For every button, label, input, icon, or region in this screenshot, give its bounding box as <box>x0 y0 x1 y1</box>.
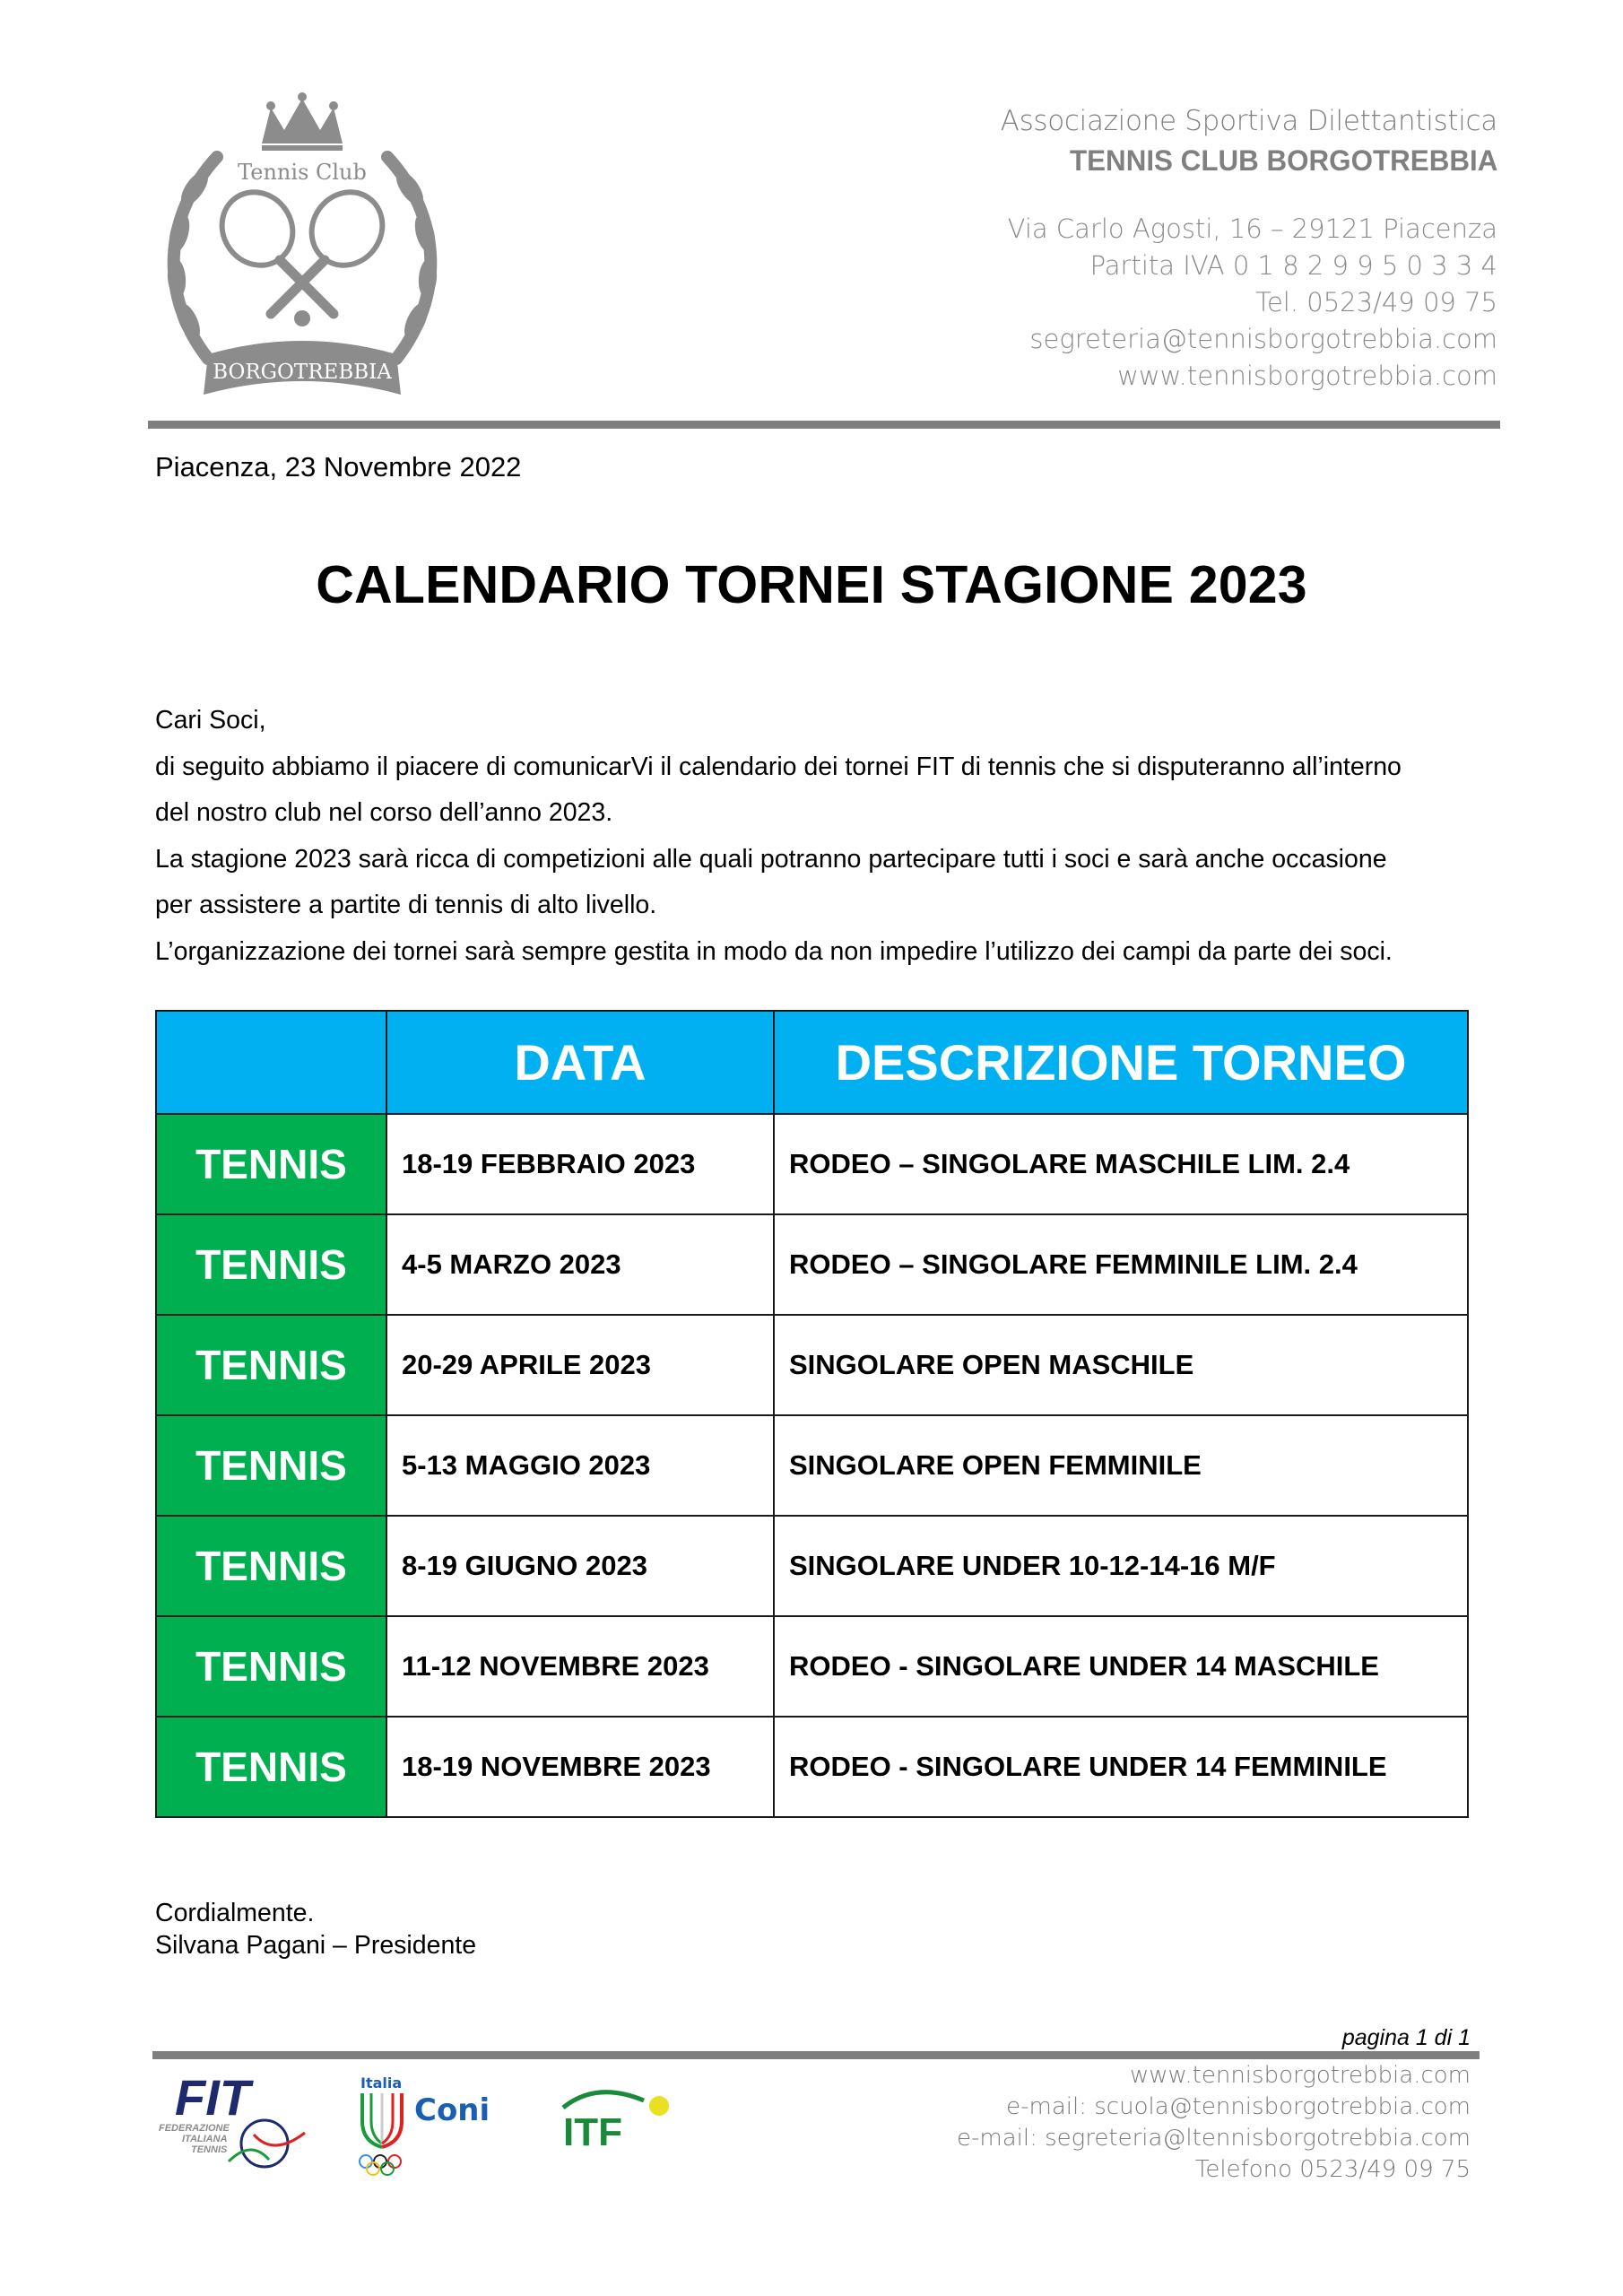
organization-phone: Tel. 0523/49 09 75 <box>1255 287 1497 317</box>
body-line: del nostro club nel corso dell’anno 2023. <box>155 798 613 827</box>
organization-email[interactable]: segreteria@tennisborgotrebbia.com <box>1029 324 1497 354</box>
svg-text:ITF: ITF <box>563 2110 622 2154</box>
organization-type: Associazione Sportiva Dilettantistica <box>1000 105 1497 137</box>
organization-address: Via Carlo Agosti, 16 – 29121 Piacenza <box>1007 213 1497 244</box>
organization-vat: Partita IVA 0 1 8 2 9 9 5 0 3 3 4 <box>1089 250 1497 281</box>
table-header-row <box>156 1011 1468 1114</box>
table-row <box>156 1214 1468 1315</box>
description-cell: SINGOLARE OPEN FEMMINILE <box>774 1415 1468 1516</box>
description-cell: RODEO – SINGOLARE MASCHILE LIM. 2.4 <box>774 1114 1468 1214</box>
svg-text:Italia: Italia <box>360 2074 403 2092</box>
sport-cell: TENNIS <box>156 1717 386 1817</box>
description-cell: RODEO – SINGOLARE FEMMINILE LIM. 2.4 <box>774 1214 1468 1315</box>
description-cell: SINGOLARE UNDER 10-12-14-16 M/F <box>774 1516 1468 1616</box>
closing-block <box>155 1897 476 1961</box>
letter-body <box>155 698 1482 975</box>
table-row <box>156 1616 1468 1717</box>
footer-divider <box>152 2051 1480 2059</box>
table-row <box>156 1516 1468 1616</box>
sport-cell: TENNIS <box>156 1415 386 1516</box>
description-cell: RODEO - SINGOLARE UNDER 14 MASCHILE <box>774 1616 1468 1717</box>
table-row <box>156 1717 1468 1817</box>
date-cell: 8-19 GIUGNO 2023 <box>386 1516 774 1616</box>
svg-text:FIT: FIT <box>175 2072 250 2126</box>
sport-cell: TENNIS <box>156 1516 386 1616</box>
greeting: Cari Soci, <box>155 706 266 735</box>
date-cell: 18-19 FEBBRAIO 2023 <box>386 1114 774 1214</box>
footer-email-school[interactable]: e-mail: scuola@tennisborgotrebbia.com <box>1006 2093 1471 2120</box>
sport-cell: TENNIS <box>156 1315 386 1415</box>
table-row <box>156 1114 1468 1214</box>
date-cell: 20-29 APRILE 2023 <box>386 1315 774 1415</box>
svg-text:TENNIS: TENNIS <box>191 2144 228 2155</box>
svg-text:Tennis Club: Tennis Club <box>238 160 367 185</box>
svg-text:FEDERAZIONE: FEDERAZIONE <box>159 2123 230 2134</box>
organization-name: TENNIS CLUB BORGOTREBBIA <box>1069 144 1497 177</box>
description-cell: RODEO - SINGOLARE UNDER 14 FEMMINILE <box>774 1717 1468 1817</box>
place-date: Piacenza, 23 Novembre 2022 <box>155 451 522 483</box>
svg-text:Coni: Coni <box>414 2092 490 2128</box>
organization-website[interactable]: www.tennisborgotrebbia.com <box>1117 361 1497 391</box>
header-cell-empty <box>156 1011 386 1114</box>
footer-website[interactable]: www.tennisborgotrebbia.com <box>1129 2062 1471 2089</box>
table-row <box>156 1415 1468 1516</box>
closing-salutation: Cordialmente. <box>155 1899 315 1927</box>
header-cell-date: DATA <box>386 1011 774 1114</box>
tennis-club-crest-icon <box>154 90 450 422</box>
document-title: CALENDARIO TORNEI STAGIONE 2023 <box>316 555 1307 614</box>
tournament-calendar-table <box>155 1010 1469 1818</box>
sport-cell: TENNIS <box>156 1114 386 1214</box>
date-cell: 18-19 NOVEMBRE 2023 <box>386 1717 774 1817</box>
footer-contacts <box>957 2060 1471 2186</box>
date-cell: 11-12 NOVEMBRE 2023 <box>386 1616 774 1717</box>
header-cell-description: DESCRIZIONE TORNEO <box>774 1011 1468 1114</box>
organization-info <box>1001 101 1497 395</box>
itf-logo-icon <box>547 2072 690 2170</box>
fit-logo-icon <box>157 2072 336 2170</box>
date-cell: 5-13 MAGGIO 2023 <box>386 1415 774 1516</box>
table-row <box>156 1315 1468 1415</box>
page-number: pagina 1 di 1 <box>1341 2025 1471 2050</box>
svg-text:ITALIANA: ITALIANA <box>182 2134 228 2144</box>
signature: Silvana Pagani – Presidente <box>155 1931 477 1960</box>
body-line: di seguito abbiamo il piacere di comunicarVi il calendario dei tornei FIT di tennis che si disputeranno all’interno <box>155 752 1402 781</box>
coni-logo-icon <box>359 2072 520 2179</box>
header-divider <box>148 421 1500 429</box>
sport-cell: TENNIS <box>156 1616 386 1717</box>
body-line: L’organizzazione dei tornei sarà sempre gestita in modo da non impedire l’utilizzo dei campi da parte dei soci. <box>155 936 1393 966</box>
footer-phone: Telefono 0523/49 09 75 <box>1194 2156 1471 2183</box>
body-line: La stagione 2023 sarà ricca di competizioni alle quali potranno partecipare tutti i soci e sarà anche occasione <box>155 844 1387 874</box>
footer-email-secretary[interactable]: e-mail: segreteria@ltennisborgotrebbia.com <box>957 2125 1471 2152</box>
sport-cell: TENNIS <box>156 1214 386 1315</box>
body-line: per assistere a partite di tennis di alto livello. <box>155 891 657 919</box>
svg-text:BORGOTREBBIA: BORGOTREBBIA <box>213 361 392 384</box>
date-cell: 4-5 MARZO 2023 <box>386 1214 774 1315</box>
description-cell: SINGOLARE OPEN MASCHILE <box>774 1315 1468 1415</box>
